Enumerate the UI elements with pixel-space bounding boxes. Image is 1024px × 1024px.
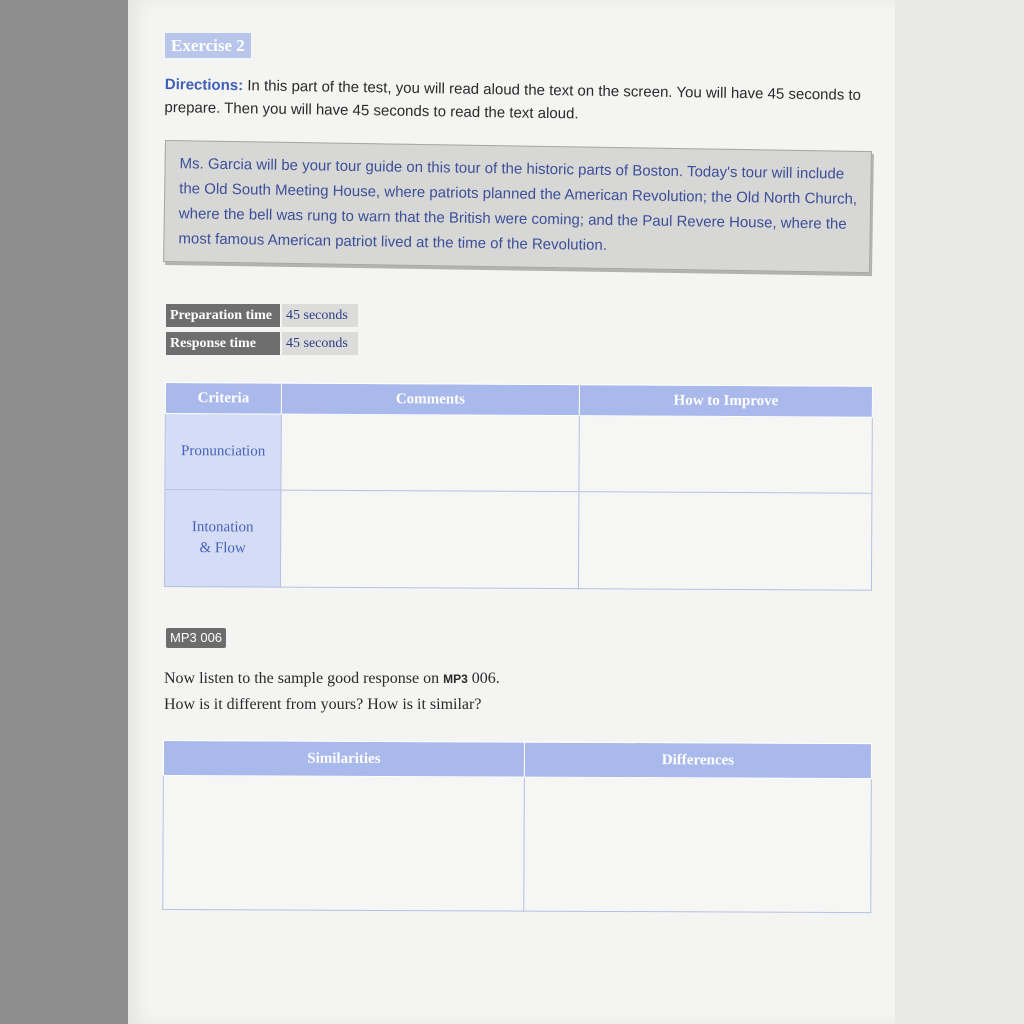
passage-text: Ms. Garcia will be your tour guide on this tour of the historic parts of Boston. Today's tour will include the Old South Meeting House, where patriots planned the American Revolution; the Old North Church, where the bell was rung to warn that the British were coming; and the Paul Revere House, where the most famous American patriot lived at the time of the Revolution. [178, 155, 858, 254]
preparation-time-row [166, 304, 358, 327]
criterion-pronunciation: Pronunciation [165, 414, 281, 491]
listen-line-2: How is it different from yours? How is it similar? [164, 696, 482, 713]
header-comments: Comments [281, 383, 579, 416]
exercise-label: Exercise 2 [165, 33, 251, 58]
similarities-cell[interactable] [163, 776, 525, 912]
listen-line-1-text: Now listen to the sample good response on [164, 670, 444, 687]
listen-instructions [164, 666, 724, 717]
mp3-track-badge: MP3 006 [166, 628, 226, 648]
directions-text: In this part of the test, you will read aloud the text on the screen. You will have 45 seconds to prepare. Then you will have 45 seconds to read the text aloud. [164, 77, 862, 123]
comparison-header-row [163, 741, 871, 779]
background-surface [895, 0, 1024, 1024]
header-similarities: Similarities [163, 741, 524, 778]
criteria-header-row [165, 383, 872, 418]
header-differences: Differences [524, 742, 871, 779]
directions-label: Directions: [164, 75, 244, 95]
improve-cell[interactable] [579, 416, 872, 494]
header-criteria: Criteria [165, 383, 281, 415]
comments-cell[interactable] [280, 490, 579, 589]
response-time-value: 45 seconds [282, 332, 358, 355]
mp3-inline-label: MP3 [443, 672, 468, 686]
table-row [165, 414, 872, 494]
improve-cell[interactable] [578, 492, 872, 591]
table-row [164, 490, 871, 591]
listen-line-1 [164, 666, 724, 692]
differences-cell[interactable] [524, 777, 872, 913]
comparison-table [162, 740, 872, 913]
response-time-row [166, 332, 358, 355]
criteria-table [164, 382, 873, 591]
preparation-time-label: Preparation time [166, 304, 280, 327]
response-time-label: Response time [166, 332, 280, 355]
comments-cell[interactable] [281, 414, 579, 492]
header-how-to-improve: How to Improve [579, 385, 872, 418]
table-row [163, 776, 872, 913]
preparation-time-value: 45 seconds [282, 304, 358, 327]
read-aloud-passage-box [163, 140, 872, 273]
criterion-intonation-flow: Intonation & Flow [164, 490, 281, 588]
listen-line-1-track: 006. [467, 670, 500, 687]
